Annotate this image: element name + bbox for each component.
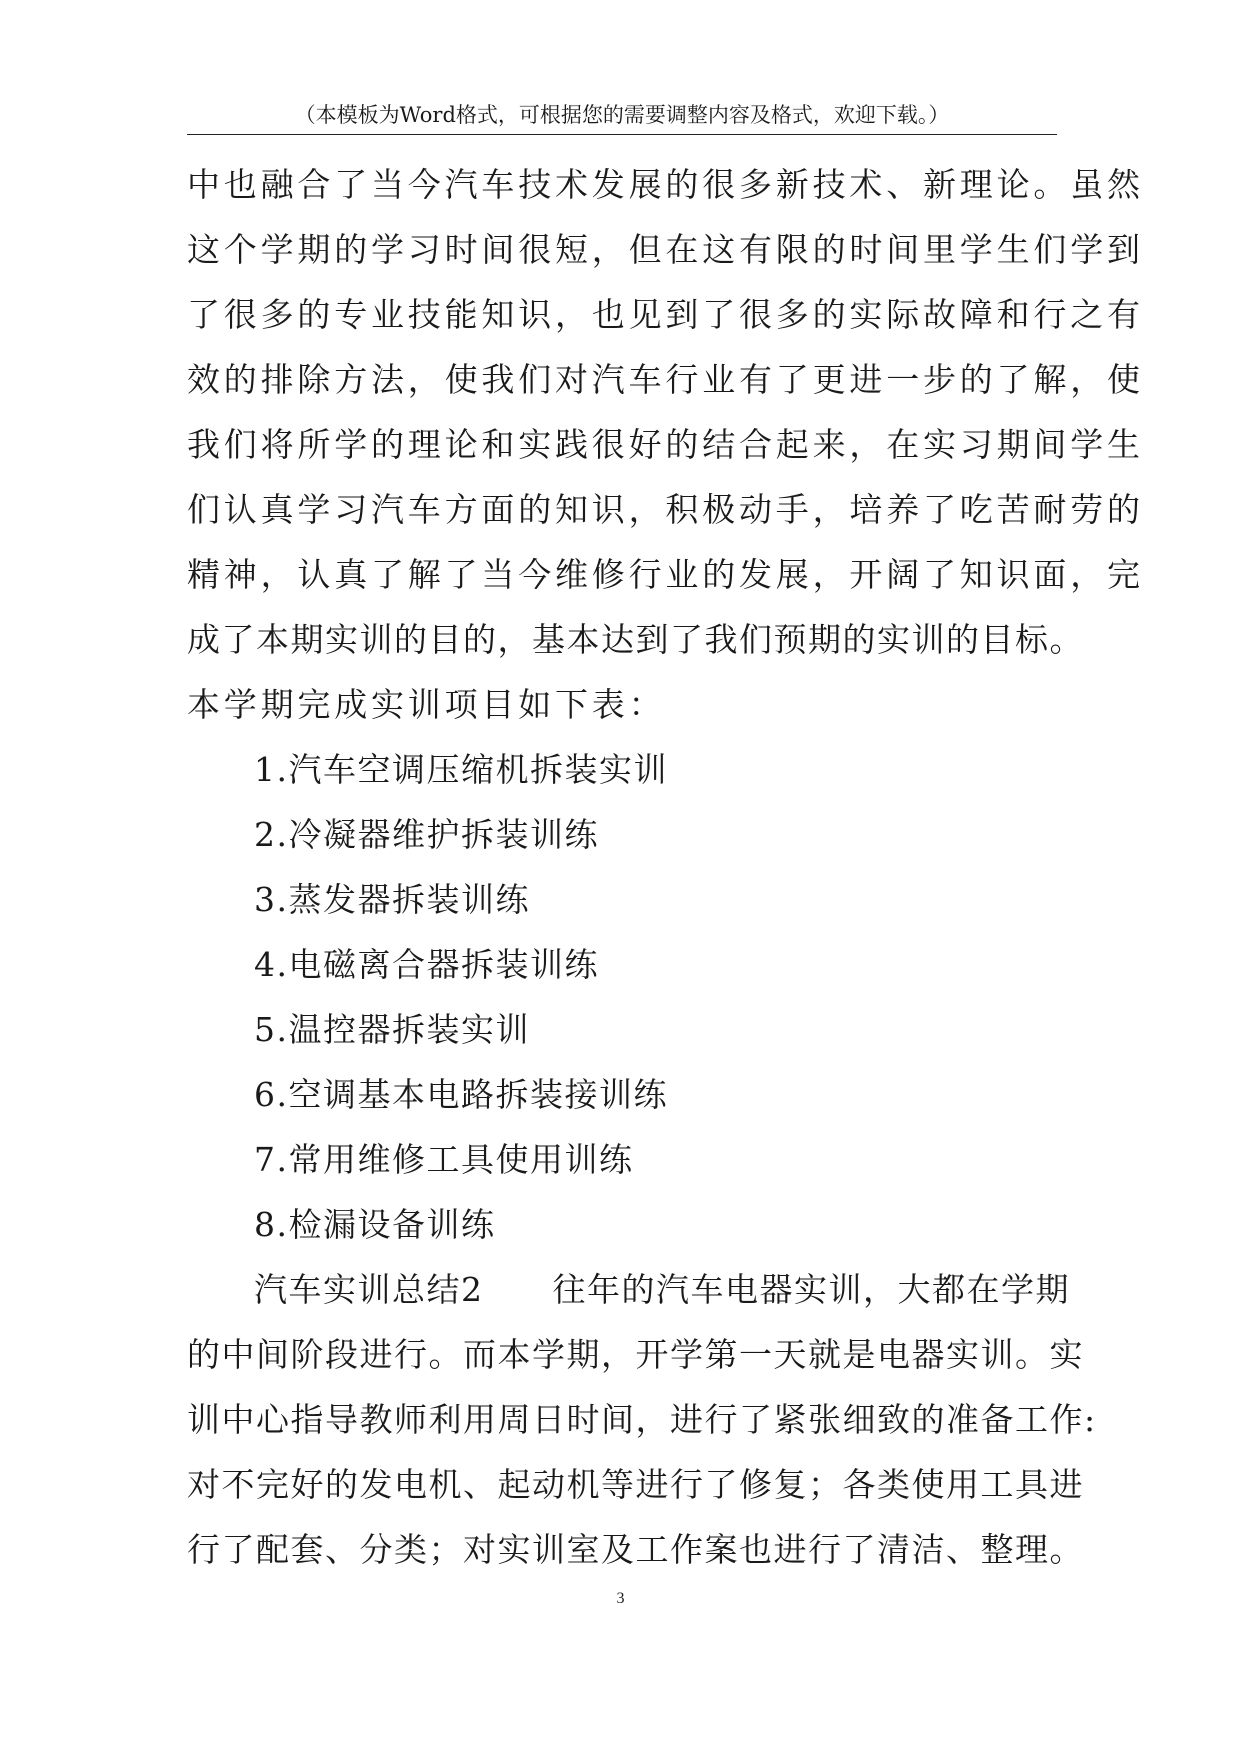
text-line: 我们将所学的理论和实践很好的结合起来，在实习期间学生 bbox=[187, 425, 1144, 464]
text-line: 中也融合了当今汽车技术发展的很多新技术、新理论。虽然 bbox=[187, 165, 1144, 204]
paragraph-1 bbox=[187, 152, 1144, 737]
text-line: 成了本期实训的目的，基本达到了我们预期的实训的目标。 bbox=[187, 620, 1084, 659]
list-item: 7.常用维修工具使用训练 bbox=[254, 1140, 634, 1179]
text-line: 行了配套、分类；对实训室及工作案也进行了清洁、整理。 bbox=[187, 1530, 1084, 1569]
text-line: 训中心指导教师利用周日时间，进行了紧张细致的准备工作: bbox=[187, 1400, 1097, 1439]
document-body bbox=[187, 152, 1144, 1582]
header-divider bbox=[187, 134, 1057, 135]
text-line: 效的排除方法，使我们对汽车行业有了更进一步的了解，使 bbox=[187, 360, 1144, 399]
list-item: 2.冷凝器维护拆装训练 bbox=[254, 815, 599, 854]
text-line: 对不完好的发电机、起动机等进行了修复；各类使用工具进 bbox=[187, 1465, 1084, 1504]
text-line: 了很多的专业技能知识，也见到了很多的实际故障和行之有 bbox=[187, 295, 1144, 334]
training-items-list bbox=[187, 737, 1067, 1257]
text-line: 精神，认真了解了当今维修行业的发展，开阔了知识面，完 bbox=[187, 555, 1144, 594]
text-line: 的中间阶段进行。而本学期，开学第一天就是电器实训。实 bbox=[187, 1335, 1084, 1374]
text-line: 汽车实训总结2 往年的汽车电器实训，大都在学期 bbox=[254, 1270, 1070, 1309]
text-line: 本学期完成实训项目如下表： bbox=[187, 685, 666, 724]
list-item: 5.温控器拆装实训 bbox=[254, 1010, 530, 1049]
list-item: 8.检漏设备训练 bbox=[254, 1205, 496, 1244]
list-item: 1.汽车空调压缩机拆装实训 bbox=[254, 750, 668, 789]
page-number: 3 bbox=[616, 1590, 625, 1607]
list-item: 6.空调基本电路拆装接训练 bbox=[254, 1075, 668, 1114]
page-header: （本模板为Word格式，可根据您的需要调整内容及格式，欢迎下载。） bbox=[294, 103, 950, 127]
text-line: 这个学期的学习时间很短，但在这有限的时间里学生们学到 bbox=[187, 230, 1144, 269]
list-item: 3.蒸发器拆装训练 bbox=[254, 880, 530, 919]
list-item: 4.电磁离合器拆装训练 bbox=[254, 945, 599, 984]
paragraph-2 bbox=[187, 1257, 1097, 1582]
text-line: 们认真学习汽车方面的知识，积极动手，培养了吃苦耐劳的 bbox=[187, 490, 1144, 529]
